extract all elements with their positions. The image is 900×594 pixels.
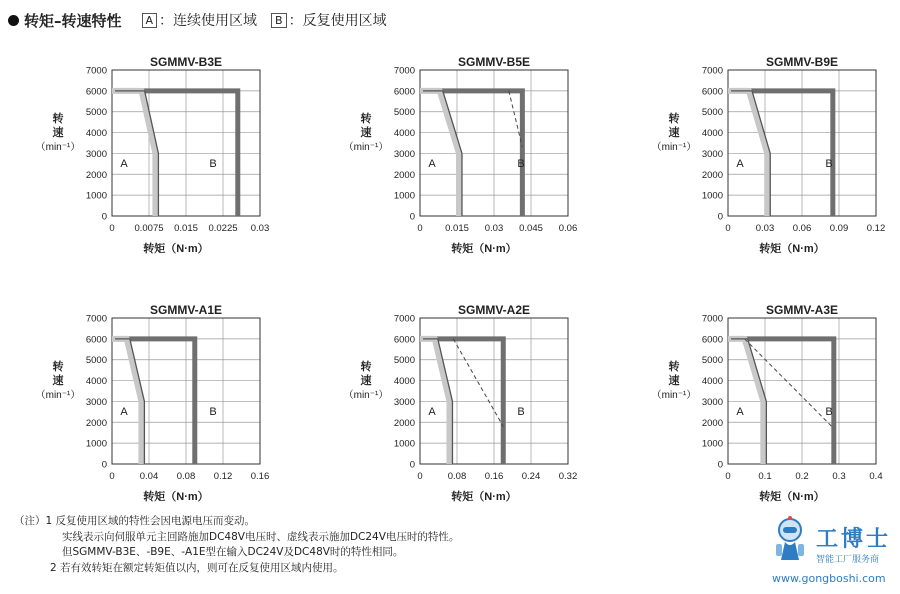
legend-a-box: A bbox=[142, 13, 158, 28]
x-tick-label: 0.3 bbox=[832, 471, 846, 482]
y-tick-label: 1000 bbox=[393, 190, 415, 202]
region-b-label: B bbox=[209, 158, 217, 170]
y-tick-label: 7000 bbox=[701, 313, 723, 325]
y-tick-label: 5000 bbox=[85, 107, 107, 119]
y-tick-label: 5000 bbox=[701, 107, 723, 119]
y-tick-label: 4000 bbox=[701, 128, 723, 140]
y-tick-label: 3000 bbox=[393, 396, 415, 408]
y-tick-label: 5000 bbox=[85, 355, 107, 367]
x-tick-label: 0.24 bbox=[521, 471, 541, 482]
chart-panel-5 bbox=[344, 303, 578, 503]
x-tick-label: 0.32 bbox=[558, 471, 578, 482]
region-a-label: A bbox=[120, 158, 128, 170]
x-tick-label: 0.06 bbox=[558, 223, 578, 234]
x-axis-label: 转矩（N·m） bbox=[451, 491, 517, 503]
y-axis-unit: （min⁻¹） bbox=[343, 390, 389, 401]
note-line-2: 实线表示向伺服单元主回路施加DC48V电压时、虚线表示施加DC24V电压时的特性。 bbox=[62, 530, 460, 543]
y-tick-label: 3000 bbox=[701, 396, 723, 408]
x-tick-label: 0.12 bbox=[866, 223, 886, 234]
region-b-label: B bbox=[825, 406, 833, 418]
chart-panel-4 bbox=[36, 303, 270, 503]
legend-b-box: B bbox=[271, 13, 287, 28]
y-tick-label: 2000 bbox=[701, 169, 723, 181]
y-tick-label: 0 bbox=[717, 211, 723, 223]
legend-b-text: ：反复使用区域 bbox=[288, 13, 387, 29]
y-tick-label: 2000 bbox=[701, 417, 723, 429]
region-a-label: A bbox=[428, 158, 436, 170]
y-tick-label: 2000 bbox=[393, 417, 415, 429]
brand-name: 工博士 bbox=[816, 527, 892, 552]
y-tick-label: 2000 bbox=[85, 169, 107, 181]
region-b-label: B bbox=[209, 406, 217, 418]
x-tick-label: 0.03 bbox=[755, 223, 775, 234]
y-axis-label-char: 转 bbox=[668, 361, 680, 373]
x-tick-label: 0 bbox=[725, 223, 731, 234]
x-axis-label: 转矩（N·m） bbox=[451, 243, 517, 255]
y-tick-label: 6000 bbox=[85, 86, 107, 98]
x-axis-label: 转矩（N·m） bbox=[759, 491, 825, 503]
y-axis-label-char: 速 bbox=[360, 375, 372, 387]
x-tick-label: 0.045 bbox=[519, 223, 543, 234]
chart-panel-3 bbox=[652, 55, 886, 255]
chart-panel-6 bbox=[652, 303, 883, 503]
y-tick-label: 3000 bbox=[701, 148, 723, 160]
x-tick-label: 0.03 bbox=[484, 223, 504, 234]
x-tick-label: 0.16 bbox=[484, 471, 504, 482]
y-tick-label: 2000 bbox=[393, 169, 415, 181]
y-tick-label: 7000 bbox=[85, 313, 107, 325]
y-tick-label: 7000 bbox=[393, 65, 415, 77]
y-tick-label: 4000 bbox=[393, 376, 415, 388]
x-tick-label: 0.4 bbox=[869, 471, 883, 482]
x-tick-label: 0 bbox=[109, 223, 115, 234]
chart-panel-2 bbox=[344, 55, 578, 255]
section-title: 转矩–转速特性 bbox=[24, 11, 122, 30]
y-tick-label: 7000 bbox=[393, 313, 415, 325]
y-tick-label: 3000 bbox=[85, 148, 107, 160]
y-axis-label-char: 转 bbox=[52, 113, 64, 125]
y-tick-label: 6000 bbox=[393, 86, 415, 98]
y-tick-label: 1000 bbox=[393, 438, 415, 450]
region-a-label: A bbox=[736, 406, 744, 418]
y-tick-label: 1000 bbox=[701, 190, 723, 202]
x-tick-label: 0.0075 bbox=[134, 223, 164, 234]
x-tick-label: 0.04 bbox=[139, 471, 159, 482]
chart-title: SGMMV-A2E bbox=[457, 303, 531, 317]
y-tick-label: 4000 bbox=[85, 128, 107, 140]
y-tick-label: 0 bbox=[717, 459, 723, 471]
y-tick-label: 1000 bbox=[85, 190, 107, 202]
dc24v-dashed-line bbox=[453, 339, 503, 427]
x-tick-label: 0.1 bbox=[758, 471, 772, 482]
y-tick-label: 5000 bbox=[701, 355, 723, 367]
y-axis-label-char: 速 bbox=[668, 375, 680, 387]
brand-tagline: 智能工厂服务商 bbox=[816, 555, 880, 565]
note-line-4: 2 若有效转矩在额定转矩值以内，则可在反复使用区域内使用。 bbox=[50, 561, 344, 574]
y-tick-label: 5000 bbox=[393, 107, 415, 119]
legend-a-text: ：连续使用区域 bbox=[159, 13, 258, 29]
x-tick-label: 0 bbox=[109, 471, 115, 482]
y-tick-label: 1000 bbox=[701, 438, 723, 450]
y-tick-label: 0 bbox=[409, 211, 415, 223]
y-tick-label: 4000 bbox=[701, 376, 723, 388]
chart-title: SGMMV-B5E bbox=[457, 55, 531, 69]
region-a-label: A bbox=[736, 158, 744, 170]
y-axis-label-char: 速 bbox=[360, 127, 372, 139]
y-axis-label-char: 速 bbox=[668, 127, 680, 139]
y-tick-label: 3000 bbox=[85, 396, 107, 408]
x-tick-label: 0.015 bbox=[445, 223, 469, 234]
brand-logo bbox=[764, 512, 900, 592]
note-line-1: （注）1 反复使用区域的特性会因电源电压而变动。 bbox=[14, 515, 256, 527]
y-axis-label-char: 转 bbox=[668, 113, 680, 125]
x-tick-label: 0.03 bbox=[250, 223, 270, 234]
y-axis-label-char: 速 bbox=[52, 127, 64, 139]
chart-title: SGMMV-A1E bbox=[149, 303, 223, 317]
x-tick-label: 0 bbox=[417, 223, 423, 234]
y-axis-unit: （min⁻¹） bbox=[651, 390, 697, 401]
y-axis-label-char: 速 bbox=[52, 375, 64, 387]
y-tick-label: 1000 bbox=[85, 438, 107, 450]
y-tick-label: 0 bbox=[101, 211, 107, 223]
y-axis-unit: （min⁻¹） bbox=[35, 142, 81, 153]
x-tick-label: 0.08 bbox=[447, 471, 467, 482]
robot-mascot-icon bbox=[766, 514, 816, 570]
chart-title: SGMMV-B9E bbox=[765, 55, 839, 69]
brand-url: www.gongboshi.com bbox=[772, 572, 886, 585]
x-tick-label: 0.12 bbox=[213, 471, 233, 482]
x-tick-label: 0.08 bbox=[176, 471, 196, 482]
x-axis-label: 转矩（N·m） bbox=[143, 491, 209, 503]
chart-title: SGMMV-A3E bbox=[765, 303, 839, 317]
y-axis-label-char: 转 bbox=[360, 361, 372, 373]
x-tick-label: 0 bbox=[725, 471, 731, 482]
y-axis-unit: （min⁻¹） bbox=[343, 142, 389, 153]
chart-panel-1 bbox=[36, 55, 270, 255]
y-tick-label: 3000 bbox=[393, 148, 415, 160]
y-tick-label: 7000 bbox=[85, 65, 107, 77]
note-line-3: 但SGMMV-B3E、-B9E、-A1E型在输入DC24V及DC48V时的特性相同。 bbox=[62, 546, 404, 558]
x-tick-label: 0.09 bbox=[829, 223, 849, 234]
y-tick-label: 7000 bbox=[701, 65, 723, 77]
x-tick-label: 0.015 bbox=[174, 223, 198, 234]
y-axis-label-char: 转 bbox=[52, 361, 64, 373]
region-b-label: B bbox=[517, 158, 525, 170]
x-axis-label: 转矩（N·m） bbox=[143, 243, 209, 255]
x-axis-label: 转矩（N·m） bbox=[759, 243, 825, 255]
region-a-label: A bbox=[428, 406, 436, 418]
y-tick-label: 2000 bbox=[85, 417, 107, 429]
x-tick-label: 0.16 bbox=[250, 471, 270, 482]
chart-title: SGMMV-B3E bbox=[149, 55, 223, 69]
y-tick-label: 4000 bbox=[393, 128, 415, 140]
region-b-label: B bbox=[825, 158, 833, 170]
region-b-label: B bbox=[517, 406, 525, 418]
x-tick-label: 0 bbox=[417, 471, 423, 482]
x-tick-label: 0.0225 bbox=[208, 223, 238, 234]
y-tick-label: 6000 bbox=[393, 334, 415, 346]
y-tick-label: 6000 bbox=[701, 334, 723, 346]
y-tick-label: 0 bbox=[409, 459, 415, 471]
y-tick-label: 0 bbox=[101, 459, 107, 471]
x-tick-label: 0.2 bbox=[795, 471, 809, 482]
y-axis-label-char: 转 bbox=[360, 113, 372, 125]
y-tick-label: 6000 bbox=[701, 86, 723, 98]
region-a-label: A bbox=[120, 406, 128, 418]
y-axis-unit: （min⁻¹） bbox=[651, 142, 697, 153]
y-tick-label: 5000 bbox=[393, 355, 415, 367]
y-tick-label: 4000 bbox=[85, 376, 107, 388]
notes-block bbox=[14, 514, 459, 576]
y-axis-unit: （min⁻¹） bbox=[35, 390, 81, 401]
x-tick-label: 0.06 bbox=[792, 223, 812, 234]
y-tick-label: 6000 bbox=[85, 334, 107, 346]
